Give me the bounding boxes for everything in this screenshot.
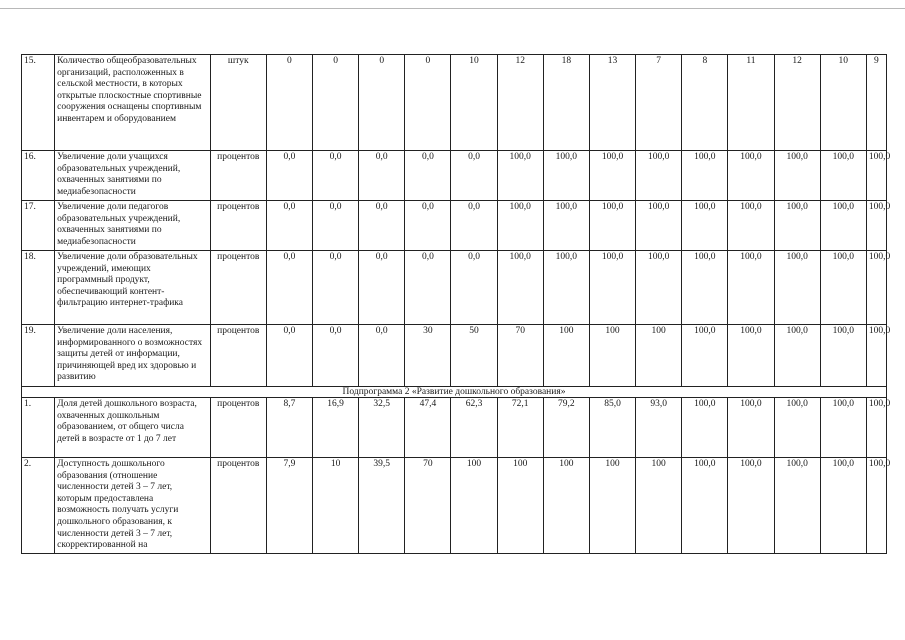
table-row bbox=[22, 151, 887, 201]
row-number: 15. bbox=[22, 55, 55, 151]
value-cell: 0,0 bbox=[266, 251, 312, 325]
value-cell: 50 bbox=[451, 325, 497, 387]
value-cell: 0,0 bbox=[266, 325, 312, 387]
value-cell: 0,0 bbox=[312, 325, 358, 387]
value-cell: 100,0 bbox=[774, 325, 820, 387]
value-cell: 0,0 bbox=[266, 201, 312, 251]
value-cell: 100,0 bbox=[497, 251, 543, 325]
unit-cell: процентов bbox=[210, 251, 266, 325]
value-cell: 100,0 bbox=[774, 398, 820, 458]
value-cell-last: 100,0 bbox=[866, 325, 886, 387]
value-cell: 0,0 bbox=[405, 151, 451, 201]
value-cell: 10 bbox=[451, 55, 497, 151]
value-cell: 93,0 bbox=[636, 398, 682, 458]
value-cell: 70 bbox=[405, 458, 451, 554]
value-cell: 0,0 bbox=[451, 201, 497, 251]
value-cell: 100,0 bbox=[728, 201, 774, 251]
row-number: 18. bbox=[22, 251, 55, 325]
value-cell: 7 bbox=[636, 55, 682, 151]
unit-cell: процентов bbox=[210, 398, 266, 458]
value-cell-last: 100,0 bbox=[866, 251, 886, 325]
value-cell: 100,0 bbox=[774, 201, 820, 251]
value-cell: 100 bbox=[589, 325, 635, 387]
value-cell: 0,0 bbox=[405, 251, 451, 325]
value-cell: 70 bbox=[497, 325, 543, 387]
value-cell: 11 bbox=[728, 55, 774, 151]
value-cell: 30 bbox=[405, 325, 451, 387]
value-cell: 100,0 bbox=[682, 251, 728, 325]
value-cell: 100,0 bbox=[728, 151, 774, 201]
value-cell: 100,0 bbox=[728, 325, 774, 387]
value-cell: 100,0 bbox=[636, 201, 682, 251]
table-body-top bbox=[22, 55, 891, 387]
value-cell-last: 100,0 bbox=[866, 398, 886, 458]
table-row bbox=[22, 55, 887, 151]
value-cell: 100,0 bbox=[682, 325, 728, 387]
table-row bbox=[22, 201, 887, 251]
value-cell-last: 100,0 bbox=[866, 201, 886, 251]
value-cell: 0 bbox=[266, 55, 312, 151]
value-cell: 10 bbox=[312, 458, 358, 554]
section-title: Подпрограмма 2 «Развитие дошкольного образования» bbox=[22, 387, 887, 398]
value-cell: 0,0 bbox=[312, 201, 358, 251]
indicators-table bbox=[21, 54, 891, 554]
value-cell: 47,4 bbox=[405, 398, 451, 458]
indicator-name: Увеличение доли учащихся образовательных учреждений, охваченных занятиями по медиабезопасности bbox=[55, 151, 211, 201]
row-number: 2. bbox=[22, 458, 55, 554]
value-cell: 100,0 bbox=[728, 251, 774, 325]
value-cell: 100,0 bbox=[728, 458, 774, 554]
value-cell: 0 bbox=[312, 55, 358, 151]
indicator-name: Доля детей дошкольного возраста, охваченных дошкольным образованием, от общего числа детей в возрасте от 1 до 7 лет bbox=[55, 398, 211, 458]
unit-cell: процентов bbox=[210, 201, 266, 251]
indicator-name: Увеличение доли педагогов образовательных учреждений, охваченных занятиями по медиабезопасности bbox=[55, 201, 211, 251]
section-header bbox=[22, 387, 887, 398]
value-cell: 100,0 bbox=[682, 398, 728, 458]
value-cell: 100,0 bbox=[820, 201, 866, 251]
value-cell: 100 bbox=[636, 458, 682, 554]
value-cell: 100,0 bbox=[820, 398, 866, 458]
value-cell: 100,0 bbox=[820, 151, 866, 201]
value-cell: 0 bbox=[359, 55, 405, 151]
indicator-name: Доступность дошкольного образования (отношение численности детей 3 – 7 лет, которым предоставлена возможность получать услуги дошкольного образования, к численности детей 3 – 7 лет, скорректированной на bbox=[55, 458, 211, 554]
value-cell: 13 bbox=[589, 55, 635, 151]
value-cell: 0,0 bbox=[405, 201, 451, 251]
value-cell: 7,9 bbox=[266, 458, 312, 554]
unit-cell: процентов bbox=[210, 151, 266, 201]
value-cell: 16,9 bbox=[312, 398, 358, 458]
value-cell: 0,0 bbox=[451, 251, 497, 325]
value-cell: 100,0 bbox=[543, 151, 589, 201]
value-cell: 100,0 bbox=[636, 151, 682, 201]
value-cell: 72,1 bbox=[497, 398, 543, 458]
table-row bbox=[22, 458, 887, 554]
indicator-name: Увеличение доли образовательных учреждений, имеющих программный продукт, обеспечивающий контент-фильтрацию интернет-трафика bbox=[55, 251, 211, 325]
value-cell: 8 bbox=[682, 55, 728, 151]
unit-cell: штук bbox=[210, 55, 266, 151]
unit-cell: процентов bbox=[210, 325, 266, 387]
value-cell: 100,0 bbox=[682, 201, 728, 251]
row-number: 19. bbox=[22, 325, 55, 387]
table-row bbox=[22, 325, 887, 387]
value-cell: 100,0 bbox=[589, 251, 635, 325]
value-cell: 79,2 bbox=[543, 398, 589, 458]
value-cell: 18 bbox=[543, 55, 589, 151]
table-body-bottom bbox=[22, 398, 891, 554]
value-cell: 0,0 bbox=[359, 151, 405, 201]
value-cell: 100 bbox=[497, 458, 543, 554]
value-cell: 100,0 bbox=[497, 151, 543, 201]
value-cell: 39,5 bbox=[359, 458, 405, 554]
indicator-name: Количество общеобразовательных организаций, расположенных в сельской местности, в которых открытые плоскостные спортивные сооружения оснащены спортивным инвентарем и оборудованием bbox=[55, 55, 211, 151]
value-cell: 100,0 bbox=[774, 151, 820, 201]
value-cell: 100,0 bbox=[543, 251, 589, 325]
indicator-name: Увеличение доли населения, информированного о возможностях защиты детей от информации, причиняющей вред их здоровью и развитию bbox=[55, 325, 211, 387]
value-cell: 0 bbox=[405, 55, 451, 151]
table-row bbox=[22, 398, 887, 458]
value-cell: 0,0 bbox=[266, 151, 312, 201]
value-cell: 12 bbox=[497, 55, 543, 151]
value-cell: 100 bbox=[543, 458, 589, 554]
value-cell: 100 bbox=[636, 325, 682, 387]
value-cell: 8,7 bbox=[266, 398, 312, 458]
value-cell: 100,0 bbox=[820, 458, 866, 554]
value-cell-last: 9 bbox=[866, 55, 886, 151]
value-cell: 100,0 bbox=[497, 201, 543, 251]
value-cell: 100,0 bbox=[682, 458, 728, 554]
value-cell: 12 bbox=[774, 55, 820, 151]
value-cell: 100 bbox=[589, 458, 635, 554]
value-cell: 100,0 bbox=[774, 458, 820, 554]
value-cell: 0,0 bbox=[359, 201, 405, 251]
value-cell: 0,0 bbox=[359, 251, 405, 325]
row-number: 16. bbox=[22, 151, 55, 201]
unit-cell: процентов bbox=[210, 458, 266, 554]
value-cell-last: 100,0 bbox=[866, 458, 886, 554]
value-cell: 0,0 bbox=[312, 251, 358, 325]
value-cell: 100 bbox=[451, 458, 497, 554]
row-number: 17. bbox=[22, 201, 55, 251]
value-cell: 85,0 bbox=[589, 398, 635, 458]
value-cell: 100,0 bbox=[820, 325, 866, 387]
value-cell: 100,0 bbox=[774, 251, 820, 325]
value-cell: 10 bbox=[820, 55, 866, 151]
value-cell: 0,0 bbox=[359, 325, 405, 387]
row-number: 1. bbox=[22, 398, 55, 458]
value-cell: 62,3 bbox=[451, 398, 497, 458]
value-cell: 100,0 bbox=[543, 201, 589, 251]
table-row bbox=[22, 387, 887, 398]
value-cell: 100,0 bbox=[682, 151, 728, 201]
value-cell: 100,0 bbox=[820, 251, 866, 325]
value-cell: 0,0 bbox=[451, 151, 497, 201]
value-cell-last: 100,0 bbox=[866, 151, 886, 201]
value-cell: 100 bbox=[543, 325, 589, 387]
value-cell: 100,0 bbox=[589, 201, 635, 251]
value-cell: 100,0 bbox=[636, 251, 682, 325]
value-cell: 100,0 bbox=[728, 398, 774, 458]
scan-edge-line bbox=[0, 8, 905, 9]
table-row bbox=[22, 251, 887, 325]
value-cell: 100,0 bbox=[589, 151, 635, 201]
value-cell: 32,5 bbox=[359, 398, 405, 458]
value-cell: 0,0 bbox=[312, 151, 358, 201]
